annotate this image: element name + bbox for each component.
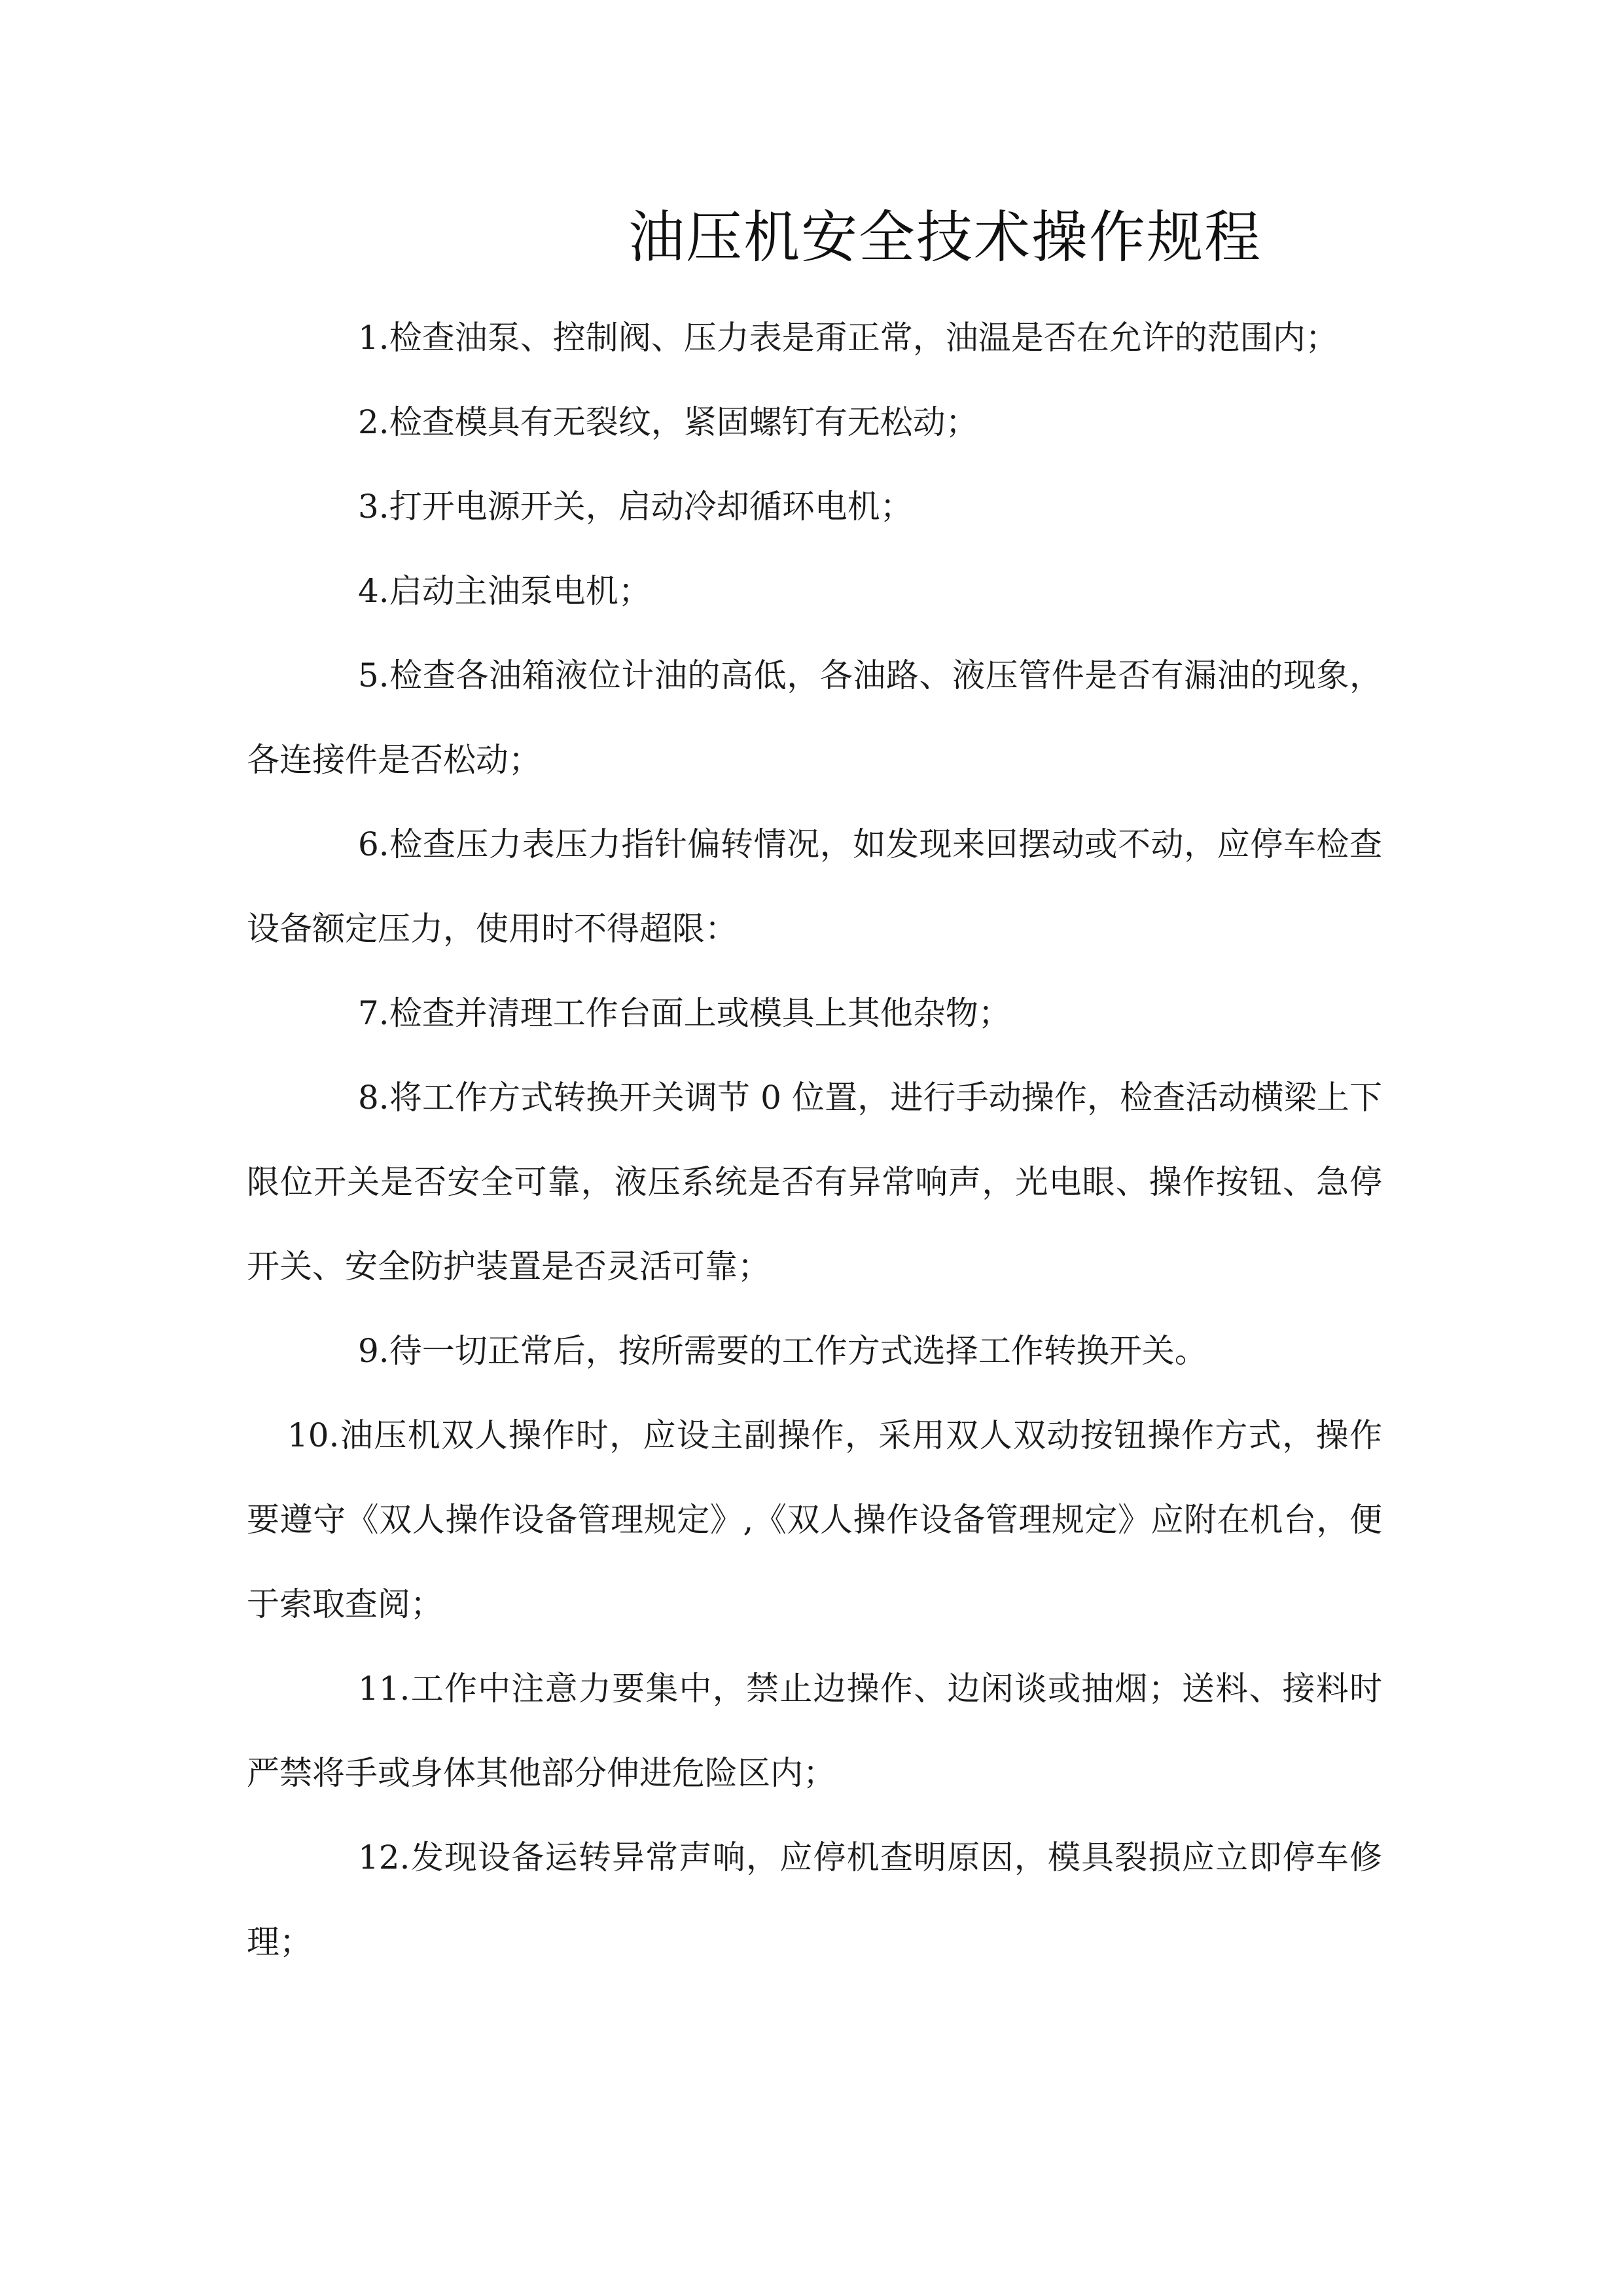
procedure-item-2: 2.检查模具有无裂纹，紧固螺钉有无松动； bbox=[358, 403, 978, 441]
procedure-item-8: 8.将工作方式转换开关调节 0 位置，进行手动操作，检查活动横梁上下限位开关是否安全可靠，液压系统是否有异常响声，光电眼、操作按钮、急停开关、安全防护装置是否灵活可靠； bbox=[247, 1079, 1382, 1285]
procedure-item-10: 10.油压机双人操作时，应设主副操作，采用双人双动按钮操作方式，操作要遵守《双人操作设备管理规定》,《双人操作设备管理规定》应附在机台，便于索取查阅； bbox=[247, 1416, 1382, 1623]
procedure-list bbox=[247, 296, 1382, 1984]
procedure-item-5: 5.检查各油箱液位计油的高低，各油路、液压管件是否有漏油的现象，各连接件是否松动； bbox=[247, 656, 1382, 779]
procedure-item-12: 12.发现设备运转异常声响，应停机查明原因，模具裂损应立即停车修理； bbox=[247, 1839, 1382, 1961]
procedure-item-4: 4.启动主油泵电机； bbox=[358, 572, 651, 610]
procedure-item-3: 3.打开电源开关，启动冷却循环电机； bbox=[358, 488, 913, 526]
procedure-item-7: 7.检查并清理工作台面上或模具上其他杂物； bbox=[358, 994, 1011, 1032]
procedure-item-6: 6.检查压力表压力指针偏转情况，如发现来回摆动或不动，应停车检查设备额定压力，使用时不得超限： bbox=[247, 825, 1382, 948]
procedure-item-1: 1.检查油泵、控制阀、压力表是甭正常，油温是否在允许的范围内； bbox=[358, 319, 1338, 357]
document-title: 油压机安全技术操作规程 bbox=[628, 205, 1262, 270]
procedure-item-11: 11.工作中注意力要集中，禁止边操作、边闲谈或抽烟；送料、接料时严禁将手或身体其他部分伸进危险区内； bbox=[247, 1670, 1382, 1792]
procedure-item-9: 9.待一切正常后，按所需要的工作方式选择工作转换开关。 bbox=[358, 1332, 1207, 1370]
